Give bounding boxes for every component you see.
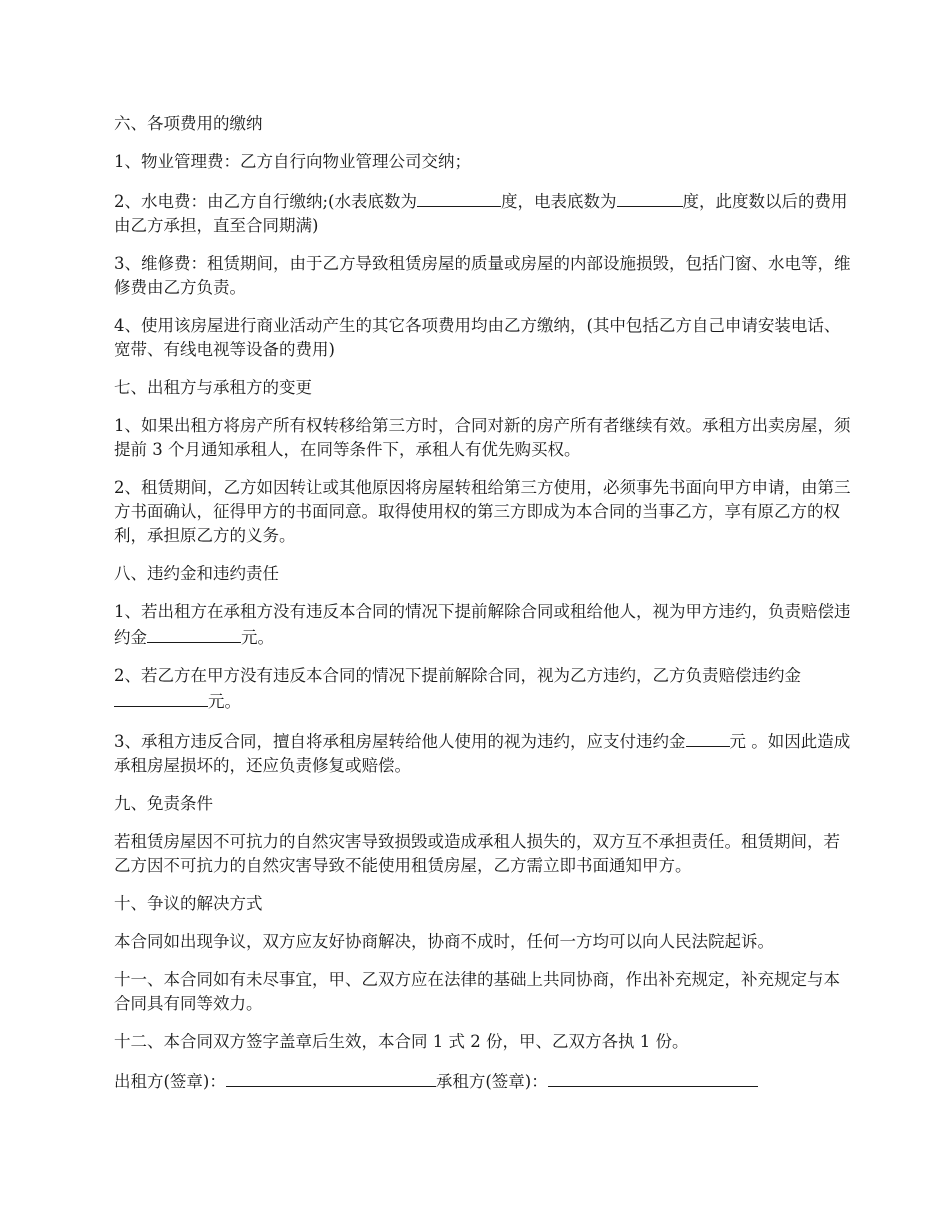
section-8-item-3 — [114, 728, 854, 778]
section-11: 十一、本合同如有未尽事宜，甲、乙双方应在法律的基础上共同协商，作出补充规定，补充规定与本合同具有同等效力。 — [114, 970, 840, 1013]
lessor-penalty-blank[interactable] — [147, 624, 241, 643]
section-8-item-2-text-b: 元。 — [208, 692, 241, 711]
section-7-heading: 七、出租方与承租方的变更 — [114, 378, 312, 397]
section-6-item-1: 1、物业管理费：乙方自行向物业管理公司交纳； — [114, 152, 471, 171]
section-10-heading: 十、争议的解决方式 — [114, 894, 263, 913]
section-6-item-2-text-b: 度，电表底数为 — [501, 192, 617, 211]
section-8-item-2 — [114, 664, 854, 714]
section-8-item-2-text-a: 2、若乙方在甲方没有违反本合同的情况下提前解除合同，视为乙方违约，乙方负责赔偿违约金 — [114, 666, 801, 685]
section-8-item-1 — [114, 600, 854, 650]
contract-body — [114, 112, 854, 1108]
section-6-item-3: 3、维修费：租赁期间，由于乙方导致租赁房屋的质量或房屋的内部设施损毁，包括门窗、水电等，维修费由乙方负责。 — [114, 254, 851, 297]
lessor-signature-label: 出租方(签章)： — [114, 1072, 226, 1091]
section-7-item-1: 1、如果出租方将房产所有权转移给第三方时，合同对新的房产所有者继续有效。承租方出卖房屋，须提前 3 个月通知承租人，在同等条件下，承租人有优先购买权。 — [114, 416, 851, 459]
lessee-signature-label: 承租方(签章)： — [435, 1072, 548, 1091]
water-meter-blank[interactable] — [417, 188, 501, 207]
section-6-heading: 六、各项费用的缴纳 — [114, 114, 263, 133]
section-7-item-2: 2、租赁期间，乙方如因转让或其他原因将房屋转租给第三方使用，必须事先书面向甲方申请，由第三方书面确认，征得甲方的书面同意。取得使用权的第三方即成为本合同的当事乙方，享有原乙方的权利，承担原乙方的义务。 — [114, 478, 851, 545]
section-8-item-3-text-a: 3、承租方违反合同，擅自将承租房屋转给他人使用的视为违约，应支付违约金 — [114, 732, 686, 751]
lessee-penalty-blank[interactable] — [114, 688, 208, 707]
section-10-item-1: 本合同如出现争议，双方应友好协商解决，协商不成时，任何一方均可以向人民法院起诉。 — [114, 932, 774, 951]
signature-line — [114, 1068, 854, 1094]
section-12: 十二、本合同双方签字盖章后生效，本合同 1 式 2 份，甲、乙双方各执 1 份。 — [114, 1032, 689, 1051]
section-8-item-3-text-b: 元 。如因此造成承租房屋损坏的，还应负责修复或赔偿。 — [114, 732, 851, 775]
section-8-heading: 八、违约金和违约责任 — [114, 564, 279, 583]
section-6-item-2 — [114, 188, 854, 238]
section-6-item-2-text-a: 2、水电费：由乙方自行缴纳;(水表底数为 — [114, 192, 417, 211]
section-9-item-1: 若租赁房屋因不可抗力的自然灾害导致损毁或造成承租人损失的，双方互不承担责任。租赁期间，若乙方因不可抗力的自然灾害导致不能使用租赁房屋，乙方需立即书面通知甲方。 — [114, 832, 840, 875]
section-6-item-4: 4、使用该房屋进行商业活动产生的其它各项费用均由乙方缴纳，(其中包括乙方自己申请安装电话、宽带、有线电视等设备的费用) — [114, 316, 841, 359]
section-8-item-1-text-b: 元。 — [241, 628, 274, 647]
section-8-item-1-text-a: 1、若出租方在承租方没有违反本合同的情况下提前解除合同或租给他人，视为甲方违约，负责赔偿违约金 — [114, 602, 851, 647]
sublease-penalty-blank[interactable] — [686, 728, 730, 747]
section-6-item-2-text-c: 度，此度数以后的费用由乙方承担，直至合同期满) — [114, 192, 848, 235]
electric-meter-blank[interactable] — [617, 188, 683, 207]
section-9-heading: 九、免责条件 — [114, 794, 213, 813]
lessee-signature-blank[interactable] — [548, 1068, 758, 1087]
lessor-signature-blank[interactable] — [226, 1068, 436, 1087]
